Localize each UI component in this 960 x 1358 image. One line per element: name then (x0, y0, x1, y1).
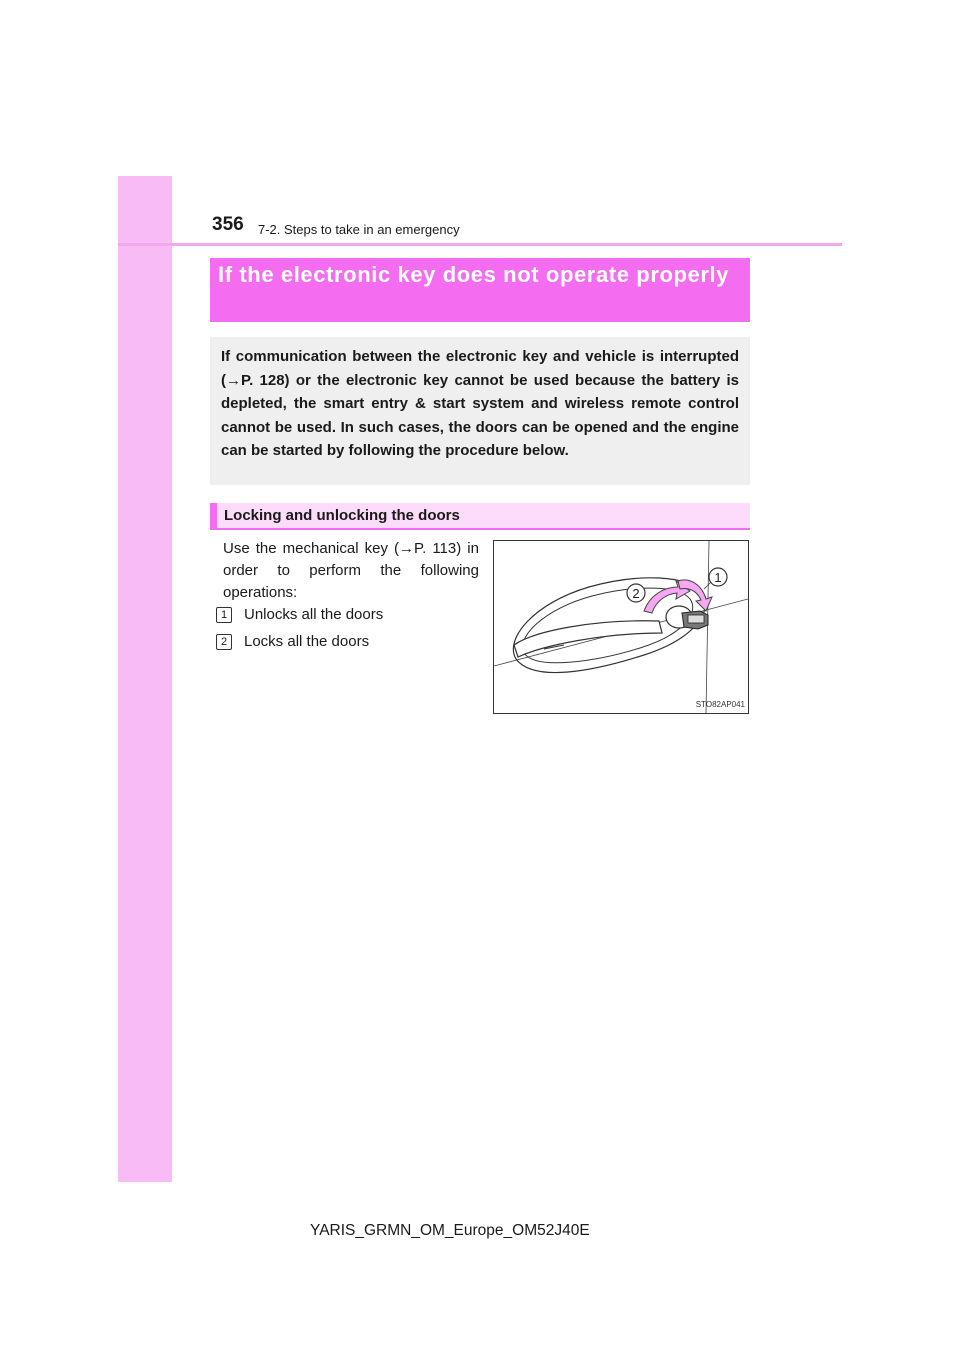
page-title: If the electronic key does not operate properly (210, 258, 750, 322)
step-number-icon: 1 (216, 607, 232, 623)
footer-document-id: YARIS_GRMN_OM_Europe_OM52J40E (310, 1222, 590, 1239)
step-item-unlock (216, 606, 383, 623)
section-heading: 7-2. Steps to take in an emergency (258, 222, 460, 237)
step-label: Locks all the doors (244, 633, 370, 650)
instruction-text: Use the mechanical key (→P. 113) in order to perform the following operations: (223, 540, 479, 601)
step-label: Unlocks all the doors (244, 606, 384, 623)
step-number-icon: 2 (216, 634, 232, 650)
page-number: 356 (212, 214, 244, 235)
callout-1-label: 1 (714, 570, 722, 585)
subheading: Locking and unlocking the doors (210, 503, 750, 530)
side-color-band (118, 176, 172, 1182)
door-handle-illustration (493, 540, 749, 714)
step-item-lock (216, 633, 369, 650)
intro-paragraph: If communication between the electronic key and vehicle is interrupted (→P. 128) or the electronic key cannot be used because the battery is depleted, the smart entry & start system and wireless remote control cannot be used. In such cases, the doors can be opened and the engine can be started by following the procedure below. (210, 337, 750, 485)
figure-code: STO82AP041 (695, 700, 745, 709)
callout-2-label: 2 (632, 586, 640, 601)
header-rule (118, 243, 842, 246)
